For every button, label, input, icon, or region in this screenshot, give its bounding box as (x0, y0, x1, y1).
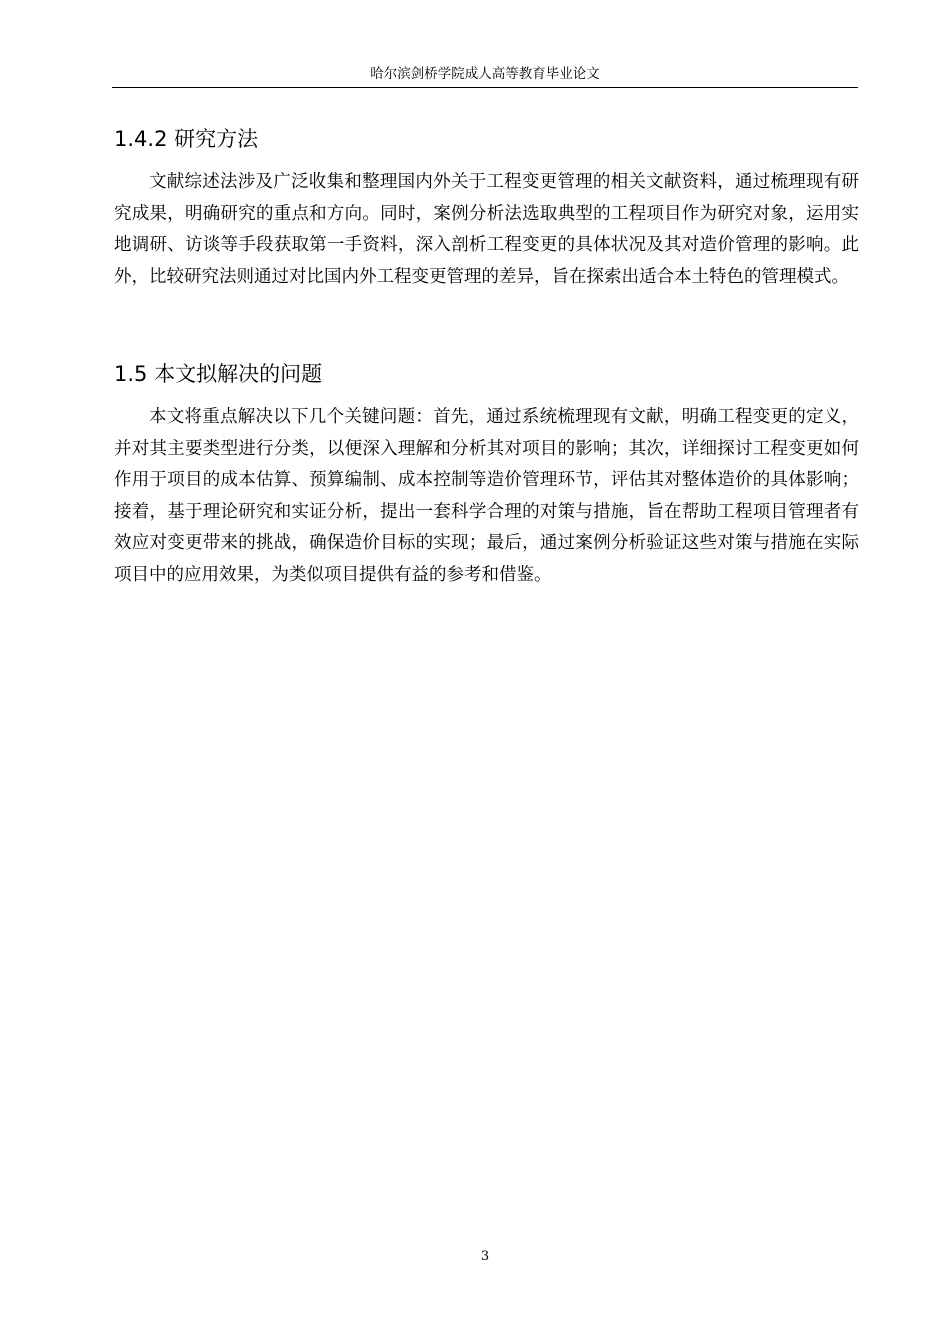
body-paragraph-problems: 本文将重点解决以下几个关键问题：首先，通过系统梳理现有文献，明确工程变更的定义，并对其主要类型进行分类，以便深入理解和分析其对项目的影响；其次，详细探讨工程变更如何作用于项目的成本估算、预算编制、成本控制等造价管理环节，评估其对整体造价的具体影响；接着，基于理论研究和实证分析，提出一套科学合理的对策与措施，旨在帮助工程项目管理者有效应对变更带来的挑战，确保造价目标的实现；最后，通过案例分析验证这些对策与措施在实际项目中的应用效果，为类似项目提供有益的参考和借鉴。 (114, 407, 859, 585)
body-paragraph-research-methods: 文献综述法涉及广泛收集和整理国内外关于工程变更管理的相关文献资料，通过梳理现有研究成果，明确研究的重点和方向。同时，案例分析法选取典型的工程项目作为研究对象，运用实地调研、访谈等手段获取第一手资料，深入剖析工程变更的具体状况及其对造价管理的影响。此外，比较研究法则通过对比国内外工程变更管理的差异，旨在探索出适合本土特色的管理模式。 (114, 172, 859, 287)
section-heading-1-5: 1.5 本文拟解决的问题 (114, 362, 323, 386)
section-heading-1-4-2: 1.4.2 研究方法 (114, 127, 259, 151)
running-header: 哈尔滨剑桥学院成人高等教育毕业论文 (370, 66, 600, 82)
page-number: 3 (480, 1249, 490, 1264)
header-divider (112, 87, 858, 88)
